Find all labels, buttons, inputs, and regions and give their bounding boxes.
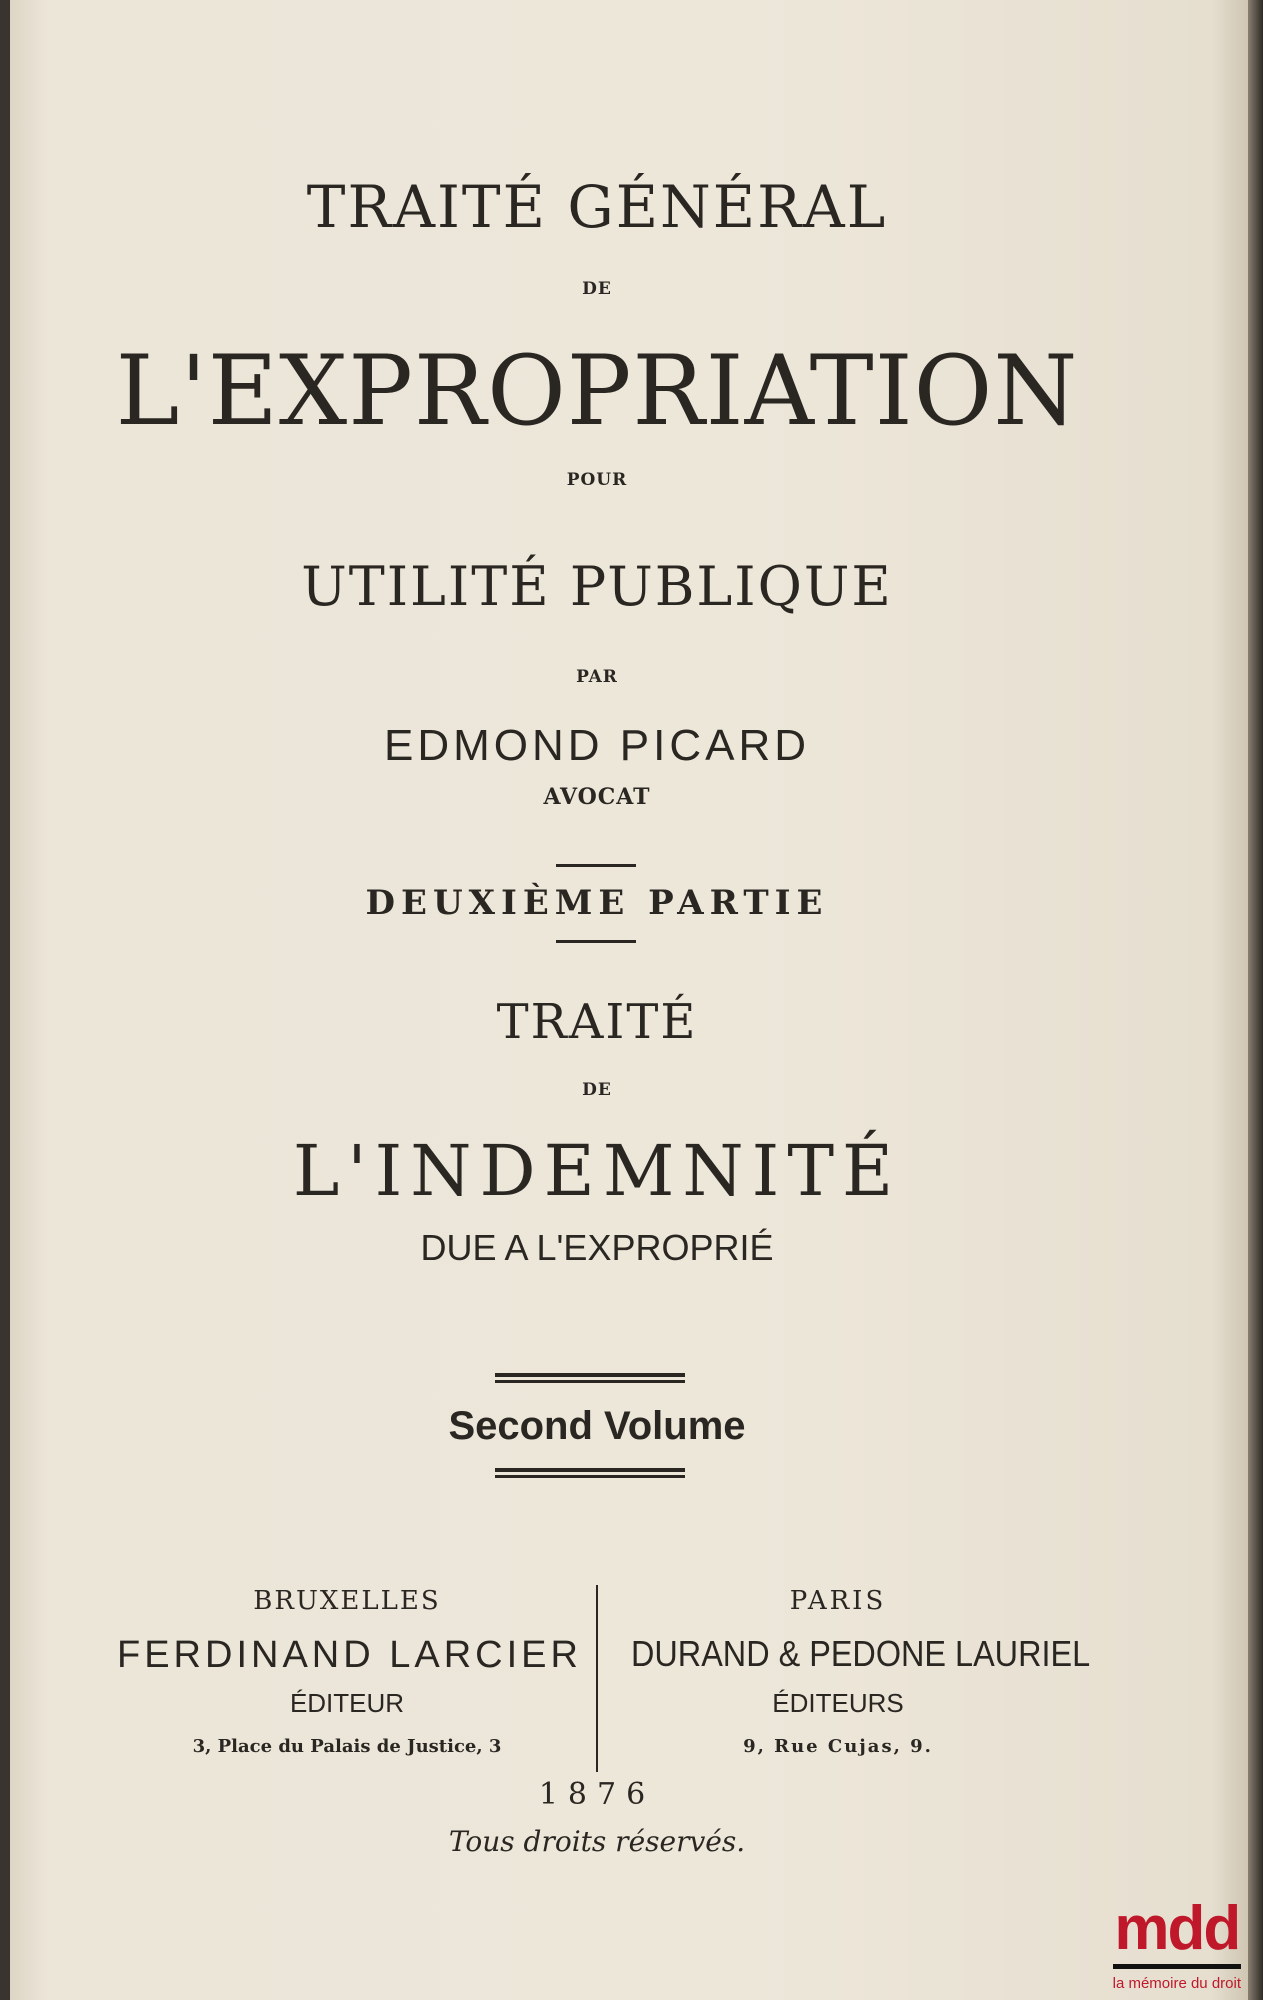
right-city: PARIS xyxy=(789,1586,887,1616)
year: 1876 xyxy=(538,1777,656,1812)
column-divider xyxy=(596,1585,598,1772)
page-right-edge xyxy=(1248,0,1263,2000)
title-page xyxy=(10,0,1248,2000)
author-name: EDMOND PICARD xyxy=(383,721,811,770)
left-address: 3, Place du Palais de Justice, 3 xyxy=(192,1736,502,1757)
indemnite-heading: L'INDEMNITÉ xyxy=(292,1130,902,1212)
author-role: AVOCAT xyxy=(543,784,651,810)
de-label: DE xyxy=(582,279,612,299)
indemnite-subtitle: DUE A L'EXPROPRIÉ xyxy=(420,1227,774,1268)
subtitle: UTILITÉ PUBLIQUE xyxy=(301,555,893,618)
right-publisher-role: ÉDITEURS xyxy=(772,1688,904,1718)
part-label: DEUXIÈME PARTIE xyxy=(365,883,829,923)
double-rule xyxy=(495,1373,685,1383)
pour-label: POUR xyxy=(566,470,628,490)
double-rule xyxy=(495,1468,685,1478)
logo-bar xyxy=(1113,1964,1241,1969)
par-label: PAR xyxy=(576,667,618,687)
divider xyxy=(556,864,636,867)
logo-tagline: la mémoire du droit xyxy=(1112,1975,1241,1992)
page-binding-edge xyxy=(0,0,10,2000)
right-address: 9, Rue Cujas, 9. xyxy=(743,1736,933,1757)
logo-mark: mdd xyxy=(1114,1894,1240,1963)
divider xyxy=(556,940,636,943)
left-publisher-role: ÉDITEUR xyxy=(289,1688,405,1718)
title-line-1: TRAITÉ GÉNÉRAL xyxy=(306,173,888,241)
rights-notice: Tous droits réservés. xyxy=(448,1825,746,1858)
traite-heading: TRAITÉ xyxy=(496,994,698,1050)
main-title: L'EXPROPRIATION xyxy=(115,335,1079,447)
de-label: DE xyxy=(582,1080,612,1100)
right-publisher-name: DURAND & PEDONE LAURIEL xyxy=(631,1633,1091,1674)
left-publisher-name: FERDINAND LARCIER xyxy=(117,1634,582,1676)
mdd-logo xyxy=(1112,1894,1241,1992)
volume-label: Second Volume xyxy=(448,1404,746,1448)
left-city: BRUXELLES xyxy=(253,1586,441,1616)
